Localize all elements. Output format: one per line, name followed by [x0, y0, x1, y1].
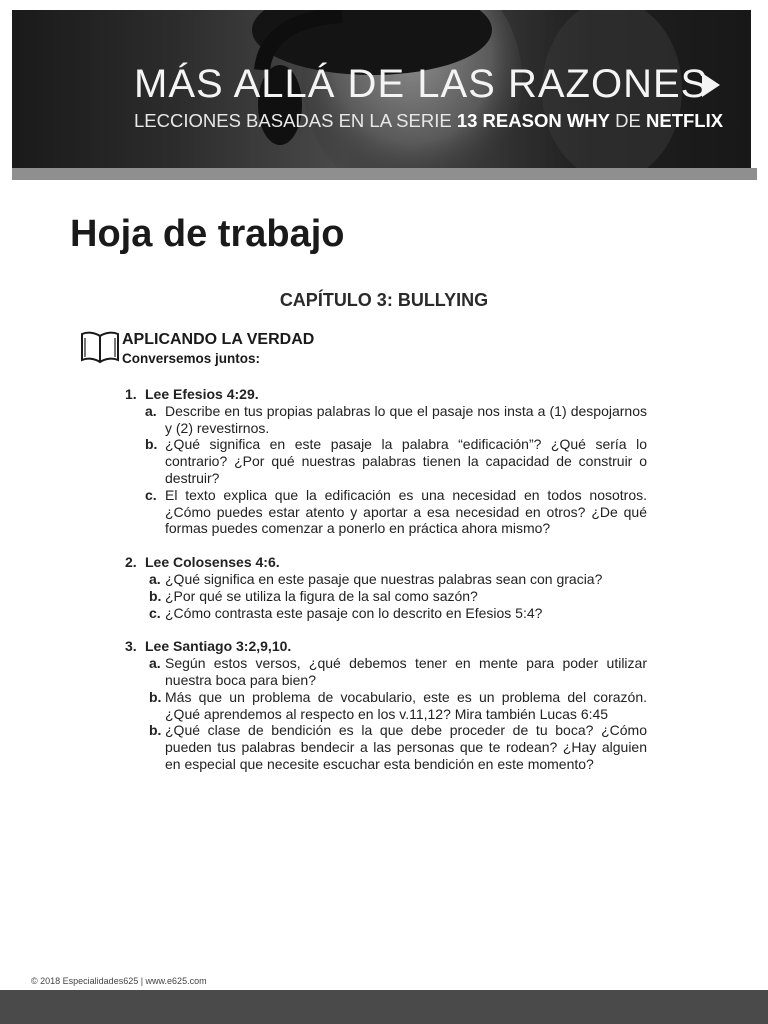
item-letter: a.	[149, 655, 161, 672]
question-number: 3.	[125, 638, 137, 655]
copyright-footer: © 2018 Especialidades625 | www.e625.com	[31, 976, 207, 986]
question-number: 2.	[125, 554, 137, 571]
item-text: ¿Qué significa en este pasaje la palabra “edificación”? ¿Qué sería lo contrario? ¿Por qué nuestras palabras tienen la capacidad de construir o destruir?	[165, 436, 647, 486]
item-letter: c.	[145, 486, 157, 503]
question-title: Lee Efesios 4:29.	[145, 386, 259, 402]
item-text: Según estos versos, ¿qué debemos tener en mente para poder utilizar nuestra boca para bien?	[165, 655, 647, 688]
question-title: Lee Colosenses 4:6.	[145, 554, 280, 571]
section-title: APLICANDO LA VERDAD	[122, 331, 315, 348]
item-letter: b.	[145, 436, 158, 453]
list-item	[145, 689, 647, 723]
item-letter: a.	[145, 402, 157, 419]
item-text: El texto explica que la edificación es una necesidad en todos nosotros. ¿Cómo puedes estar atento y aportar a esa necesidad en otros? ¿De qué formas puedes comenzar a ponerlo en práctica ahora mismo?	[165, 486, 647, 537]
list-item	[145, 722, 647, 772]
item-letter: b.	[149, 722, 162, 739]
header-banner	[12, 10, 751, 168]
chapter-heading: CAPÍTULO 3: BULLYING	[279, 290, 489, 310]
play-triangle-icon	[702, 73, 720, 97]
item-letter: b.	[149, 587, 162, 604]
list-item	[145, 605, 647, 622]
footer-bar	[0, 990, 768, 1024]
banner-divider-bar	[12, 168, 757, 180]
list-item	[145, 588, 647, 605]
list-item	[145, 571, 647, 588]
list-item	[125, 487, 647, 537]
question-1	[125, 386, 647, 537]
list-item	[145, 655, 647, 689]
item-letter: c.	[149, 604, 161, 621]
page-title: Hoja de trabajo	[70, 213, 345, 255]
question-list	[125, 386, 647, 790]
banner-subtitle: LECCIONES BASADAS EN LA SERIE 13 REASON WHY DE NETFLIX	[134, 110, 724, 131]
open-book-icon	[80, 330, 120, 364]
item-text: ¿Por qué se utiliza la figura de la sal como sazón?	[165, 587, 478, 604]
item-letter: a.	[149, 570, 161, 587]
question-3	[125, 638, 647, 772]
banner-title: MÁS ALLÁ DE LAS RAZONES	[134, 62, 709, 106]
item-text: Describe en tus propias palabras lo que el pasaje nos insta a (1) despojarnos y (2) revestirnos.	[165, 402, 647, 436]
item-text: ¿Qué significa en este pasaje que nuestras palabras sean con gracia?	[165, 570, 603, 587]
item-text: ¿Qué clase de bendición es la que debe proceder de tu boca? ¿Cómo pueden tus palabras bendecir a las personas que te rodean? ¿Hay alguien en especial que necesite escuchar esta bendición en este momento?	[165, 722, 647, 772]
list-item	[125, 436, 647, 486]
item-letter: b.	[149, 688, 162, 705]
item-text: ¿Cómo contrasta este pasaje con lo descrito en Efesios 5:4?	[165, 604, 543, 621]
question-number: 1.	[125, 386, 137, 402]
question-title: Lee Santiago 3:2,9,10.	[145, 638, 292, 655]
item-text: Más que un problema de vocabulario, este es un problema del corazón. ¿Qué aprendemos al respecto en los v.11,12? Mira también Lucas 6:45	[165, 688, 647, 722]
section-subtitle: Conversemos juntos:	[122, 351, 261, 366]
question-2	[125, 554, 647, 621]
list-item	[125, 403, 647, 437]
